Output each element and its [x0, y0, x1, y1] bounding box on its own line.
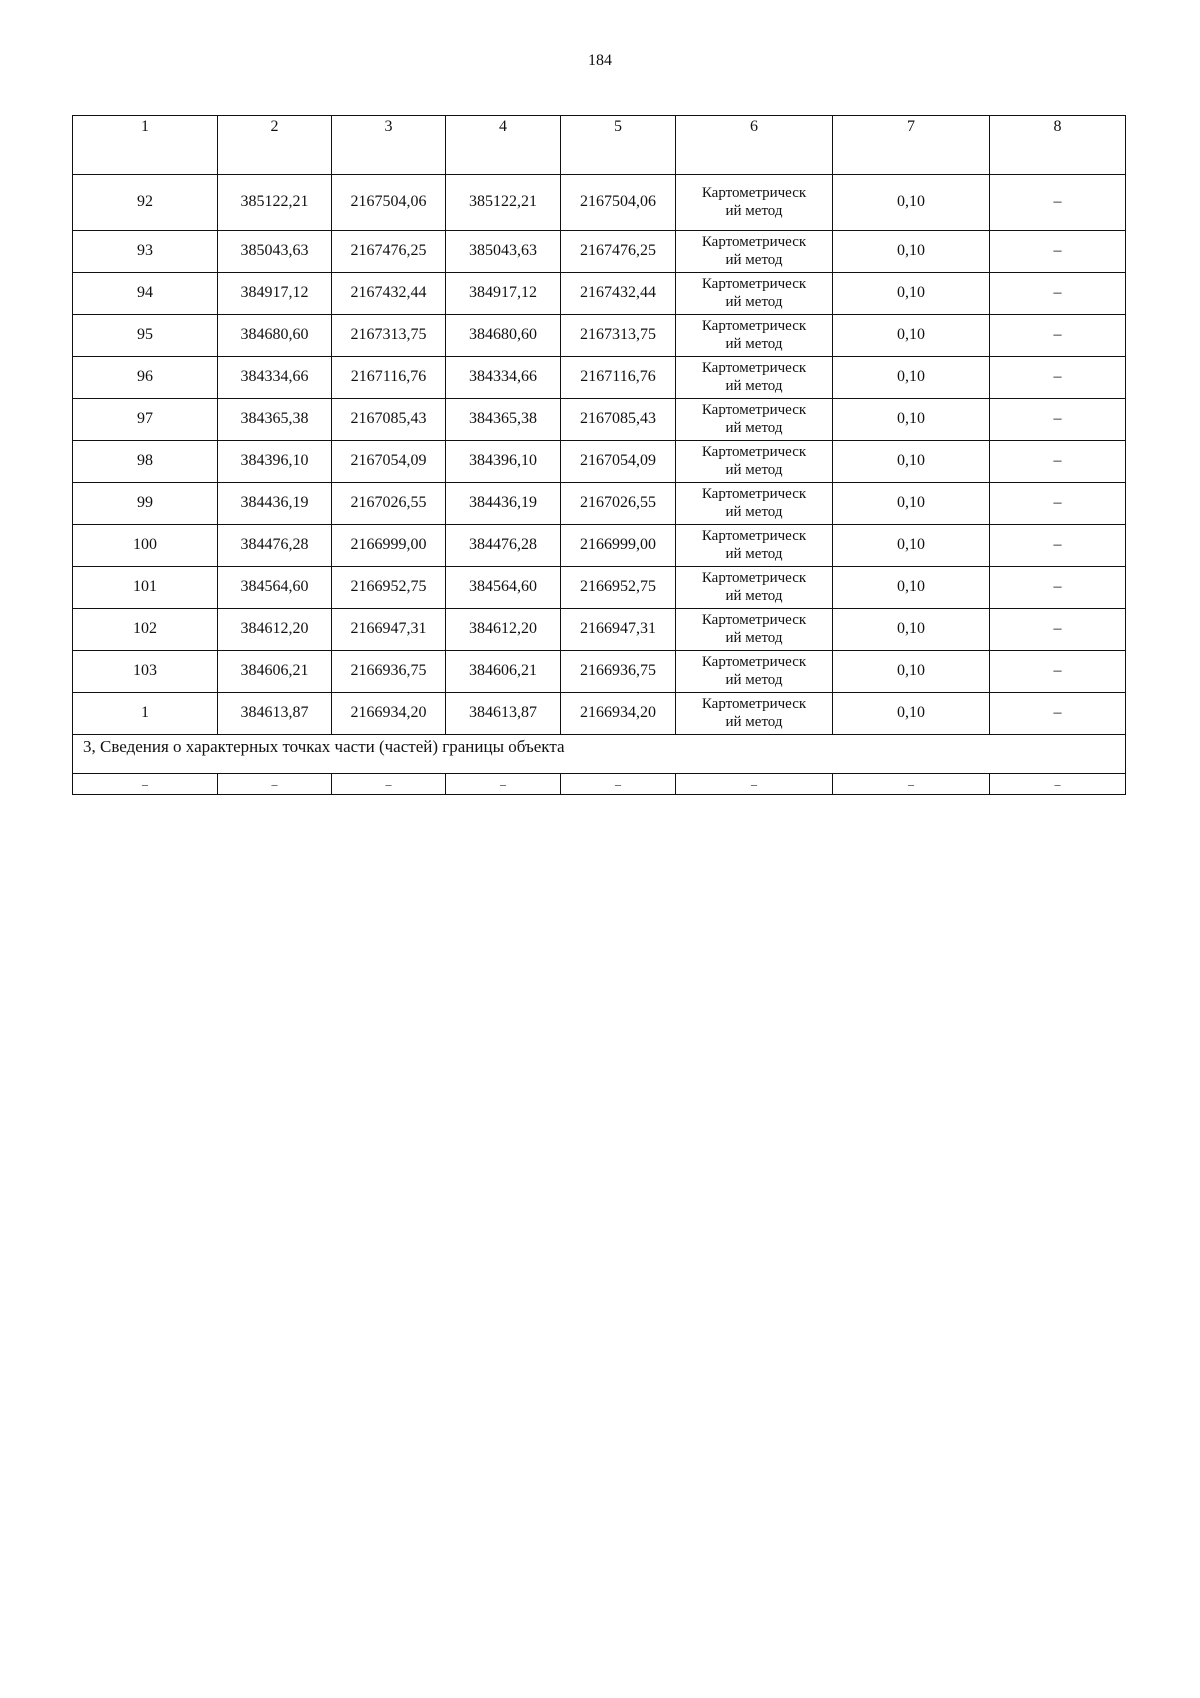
note-cell: –: [990, 525, 1126, 567]
method-line: ий метод: [725, 629, 783, 646]
y-coordinate-2-cell: 2167026,55: [561, 483, 676, 525]
point-number-cell: 101: [73, 567, 218, 609]
note-cell: –: [990, 483, 1126, 525]
table-row: [73, 441, 1126, 483]
column-header: 8: [990, 116, 1126, 175]
y-coordinate-cell: 2166947,31: [332, 609, 446, 651]
point-number-cell: 103: [73, 651, 218, 693]
note-cell: –: [990, 357, 1126, 399]
method-line: ий метод: [725, 503, 783, 520]
method-cell: [676, 399, 833, 441]
note-cell: –: [990, 609, 1126, 651]
empty-row: [73, 774, 1126, 795]
x-coordinate-2-cell: 384365,38: [446, 399, 561, 441]
point-number-cell: 96: [73, 357, 218, 399]
accuracy-cell: 0,10: [833, 525, 990, 567]
column-header: 7: [833, 116, 990, 175]
accuracy-cell: 0,10: [833, 651, 990, 693]
point-number-cell: 93: [73, 231, 218, 273]
x-coordinate-cell: 384612,20: [218, 609, 332, 651]
y-coordinate-cell: 2166999,00: [332, 525, 446, 567]
method-line: Картометрическ: [701, 486, 807, 503]
note-cell: –: [990, 693, 1126, 735]
column-header: 2: [218, 116, 332, 175]
method-line: ий метод: [725, 671, 783, 688]
empty-cell: –: [676, 774, 833, 795]
page-number: 184: [588, 52, 612, 69]
table-row: [73, 175, 1126, 231]
method-cell: [676, 567, 833, 609]
method-line: ий метод: [725, 713, 783, 730]
x-coordinate-2-cell: 385122,21: [446, 175, 561, 231]
y-coordinate-2-cell: 2166999,00: [561, 525, 676, 567]
x-coordinate-2-cell: 384680,60: [446, 315, 561, 357]
note-cell: –: [990, 315, 1126, 357]
method-line: Картометрическ: [701, 360, 807, 377]
x-coordinate-2-cell: 384564,60: [446, 567, 561, 609]
empty-cell: –: [73, 774, 218, 795]
column-header: 4: [446, 116, 561, 175]
method-cell: [676, 273, 833, 315]
method-cell: [676, 651, 833, 693]
method-cell: [676, 483, 833, 525]
point-number-cell: 98: [73, 441, 218, 483]
accuracy-cell: 0,10: [833, 175, 990, 231]
x-coordinate-cell: 384680,60: [218, 315, 332, 357]
x-coordinate-cell: 384436,19: [218, 483, 332, 525]
method-line: ий метод: [725, 377, 783, 394]
table-row: [73, 609, 1126, 651]
x-coordinate-cell: 384606,21: [218, 651, 332, 693]
method-cell: [676, 609, 833, 651]
method-line: ий метод: [725, 251, 783, 268]
accuracy-cell: 0,10: [833, 315, 990, 357]
column-header: 3: [332, 116, 446, 175]
method-cell: [676, 441, 833, 483]
x-coordinate-2-cell: 384613,87: [446, 693, 561, 735]
method-line: ий метод: [725, 293, 783, 310]
x-coordinate-cell: 384396,10: [218, 441, 332, 483]
method-cell: [676, 525, 833, 567]
y-coordinate-2-cell: 2166936,75: [561, 651, 676, 693]
x-coordinate-2-cell: 385043,63: [446, 231, 561, 273]
x-coordinate-2-cell: 384396,10: [446, 441, 561, 483]
x-coordinate-2-cell: 384476,28: [446, 525, 561, 567]
method-line: Картометрическ: [701, 654, 807, 671]
x-coordinate-cell: 384334,66: [218, 357, 332, 399]
method-line: ий метод: [725, 461, 783, 478]
empty-cell: –: [833, 774, 990, 795]
point-number-cell: 94: [73, 273, 218, 315]
x-coordinate-2-cell: 384436,19: [446, 483, 561, 525]
method-line: Картометрическ: [701, 570, 807, 587]
y-coordinate-2-cell: 2166934,20: [561, 693, 676, 735]
empty-cell: –: [446, 774, 561, 795]
table-row: [73, 567, 1126, 609]
method-line: Картометрическ: [701, 234, 807, 251]
point-number-cell: 92: [73, 175, 218, 231]
table-row: [73, 357, 1126, 399]
note-cell: –: [990, 399, 1126, 441]
y-coordinate-2-cell: 2167116,76: [561, 357, 676, 399]
method-line: Картометрическ: [701, 696, 807, 713]
x-coordinate-cell: 384564,60: [218, 567, 332, 609]
method-line: ий метод: [725, 587, 783, 604]
method-line: Картометрическ: [701, 528, 807, 545]
empty-cell: –: [990, 774, 1126, 795]
point-number-cell: 1: [73, 693, 218, 735]
method-cell: [676, 693, 833, 735]
method-line: Картометрическ: [701, 276, 807, 293]
method-line: ий метод: [725, 202, 783, 219]
method-line: Картометрическ: [701, 444, 807, 461]
y-coordinate-cell: 2166936,75: [332, 651, 446, 693]
table-row: [73, 651, 1126, 693]
note-cell: –: [990, 273, 1126, 315]
empty-cell: –: [561, 774, 676, 795]
note-cell: –: [990, 231, 1126, 273]
table-row: [73, 399, 1126, 441]
table-row: [73, 693, 1126, 735]
accuracy-cell: 0,10: [833, 609, 990, 651]
method-line: ий метод: [725, 335, 783, 352]
y-coordinate-2-cell: 2167432,44: [561, 273, 676, 315]
note-cell: –: [990, 567, 1126, 609]
accuracy-cell: 0,10: [833, 441, 990, 483]
y-coordinate-cell: 2167504,06: [332, 175, 446, 231]
x-coordinate-cell: 384613,87: [218, 693, 332, 735]
column-header: 5: [561, 116, 676, 175]
y-coordinate-2-cell: 2167054,09: [561, 441, 676, 483]
column-header: 1: [73, 116, 218, 175]
table-body: [73, 116, 1126, 795]
accuracy-cell: 0,10: [833, 273, 990, 315]
y-coordinate-cell: 2167085,43: [332, 399, 446, 441]
x-coordinate-cell: 384476,28: [218, 525, 332, 567]
method-line: Картометрическ: [701, 402, 807, 419]
method-line: Картометрическ: [701, 612, 807, 629]
y-coordinate-cell: 2167313,75: [332, 315, 446, 357]
method-cell: [676, 357, 833, 399]
header-row: [73, 116, 1126, 175]
table-row: [73, 525, 1126, 567]
accuracy-cell: 0,10: [833, 693, 990, 735]
point-number-cell: 100: [73, 525, 218, 567]
x-coordinate-2-cell: 384334,66: [446, 357, 561, 399]
method-line: Картометрическ: [701, 185, 807, 202]
y-coordinate-2-cell: 2166947,31: [561, 609, 676, 651]
y-coordinate-cell: 2167476,25: [332, 231, 446, 273]
accuracy-cell: 0,10: [833, 483, 990, 525]
note-cell: –: [990, 175, 1126, 231]
point-number-cell: 97: [73, 399, 218, 441]
y-coordinate-cell: 2167432,44: [332, 273, 446, 315]
y-coordinate-2-cell: 2167476,25: [561, 231, 676, 273]
method-cell: [676, 231, 833, 273]
y-coordinate-cell: 2167054,09: [332, 441, 446, 483]
y-coordinate-2-cell: 2167085,43: [561, 399, 676, 441]
x-coordinate-2-cell: 384917,12: [446, 273, 561, 315]
section-title: 3, Сведения о характерных точках части (частей) границы объекта: [73, 735, 1126, 774]
y-coordinate-cell: 2167026,55: [332, 483, 446, 525]
y-coordinate-2-cell: 2166952,75: [561, 567, 676, 609]
x-coordinate-2-cell: 384612,20: [446, 609, 561, 651]
empty-cell: –: [218, 774, 332, 795]
x-coordinate-cell: 384365,38: [218, 399, 332, 441]
table-row: [73, 273, 1126, 315]
empty-cell: –: [332, 774, 446, 795]
x-coordinate-2-cell: 384606,21: [446, 651, 561, 693]
method-line: ий метод: [725, 545, 783, 562]
accuracy-cell: 0,10: [833, 357, 990, 399]
table-row: [73, 231, 1126, 273]
note-cell: –: [990, 441, 1126, 483]
coordinates-table: [72, 115, 1126, 795]
accuracy-cell: 0,10: [833, 399, 990, 441]
section-row: [73, 735, 1126, 774]
accuracy-cell: 0,10: [833, 231, 990, 273]
method-line: Картометрическ: [701, 318, 807, 335]
table-row: [73, 483, 1126, 525]
point-number-cell: 95: [73, 315, 218, 357]
column-header: 6: [676, 116, 833, 175]
y-coordinate-cell: 2166934,20: [332, 693, 446, 735]
point-number-cell: 102: [73, 609, 218, 651]
y-coordinate-cell: 2167116,76: [332, 357, 446, 399]
y-coordinate-2-cell: 2167313,75: [561, 315, 676, 357]
y-coordinate-cell: 2166952,75: [332, 567, 446, 609]
x-coordinate-cell: 384917,12: [218, 273, 332, 315]
x-coordinate-cell: 385122,21: [218, 175, 332, 231]
method-cell: [676, 175, 833, 231]
x-coordinate-cell: 385043,63: [218, 231, 332, 273]
y-coordinate-2-cell: 2167504,06: [561, 175, 676, 231]
method-cell: [676, 315, 833, 357]
method-line: ий метод: [725, 419, 783, 436]
point-number-cell: 99: [73, 483, 218, 525]
note-cell: –: [990, 651, 1126, 693]
table-row: [73, 315, 1126, 357]
accuracy-cell: 0,10: [833, 567, 990, 609]
